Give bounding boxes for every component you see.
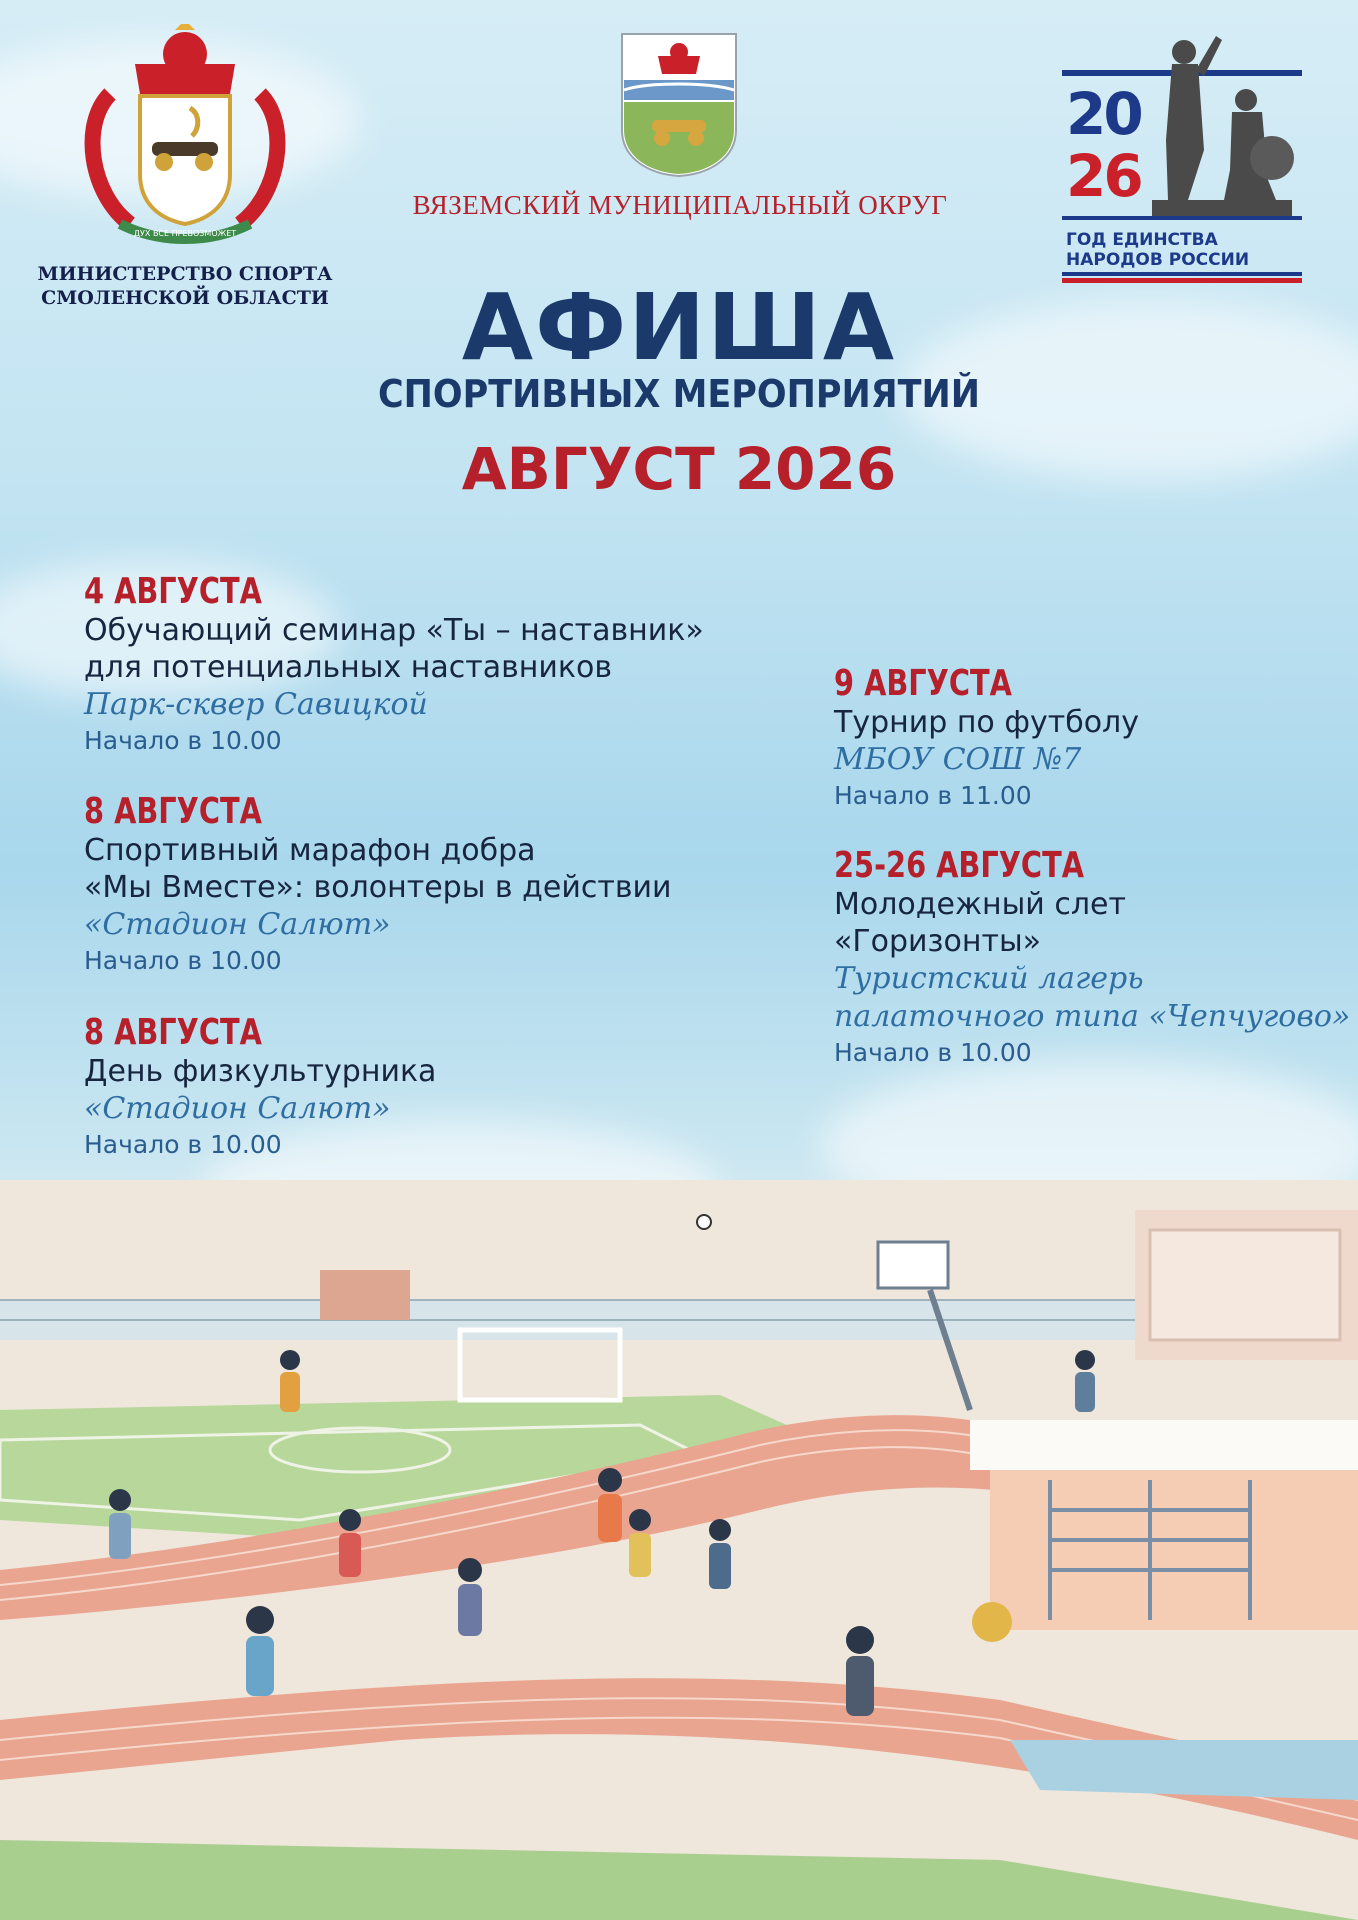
vyazma-coat-of-arms-icon — [618, 30, 740, 178]
logo-motto-line2: НАРОДОВ РОССИИ — [1066, 250, 1250, 270]
logo-stripe-blue-2 — [1062, 216, 1302, 220]
event-place: Туристский лагерь — [834, 961, 1144, 996]
event-place-line2: палаточного типа «Чепчугово» — [834, 999, 1351, 1034]
event-start-time: Начало в 10.00 — [834, 1038, 1032, 1067]
event-card — [84, 1013, 436, 1162]
logo-motto — [1066, 230, 1249, 270]
event-name-line2: «Мы Вместе»: волонтеры в действии — [84, 870, 672, 905]
poster-month: АВГУСТ 2026 — [461, 435, 897, 503]
event-card — [84, 792, 672, 978]
sports-ground-illustration — [0, 1180, 1358, 1920]
poster-subtitle: СПОРТИВНЫХ МЕРОПРИЯТИЙ — [377, 372, 981, 416]
event-place: МБОУ СОШ №7 — [834, 742, 1082, 777]
event-place: «Стадион Салют» — [84, 907, 391, 942]
event-name-line2: для потенциальных наставников — [84, 650, 613, 685]
event-name: Молодежный слет — [834, 887, 1126, 922]
poster-title: АФИША — [461, 274, 897, 381]
event-date: 9 АВГУСТА — [834, 663, 1012, 704]
event-name: Турнир по футболу — [834, 705, 1139, 740]
event-date: 8 АВГУСТА — [84, 791, 262, 832]
event-card — [834, 846, 1350, 1070]
coat-ribbon-text: ДУХ ВСЕ ПРЕВОЗМОЖЕТ — [133, 229, 237, 238]
event-card — [834, 664, 1139, 813]
logo-year-top: 20 — [1066, 80, 1141, 148]
event-date: 25-26 АВГУСТА — [834, 845, 1085, 886]
event-start-time: Начало в 10.00 — [84, 946, 282, 975]
year-of-unity-logo — [1062, 30, 1342, 290]
logo-stripe-blue-3 — [1062, 272, 1302, 276]
event-place: «Стадион Салют» — [84, 1091, 391, 1126]
event-name: Обучающий семинар «Ты – наставник» — [84, 613, 704, 648]
event-card — [84, 572, 704, 758]
smolensk-coat-of-arms-icon — [80, 24, 290, 254]
logo-year-bottom: 26 — [1066, 142, 1141, 210]
event-date: 4 АВГУСТА — [84, 571, 262, 612]
logo-motto-line1: ГОД ЕДИНСТВА — [1066, 230, 1218, 250]
event-name-line2: «Горизонты» — [834, 924, 1041, 959]
event-name: День физкультурника — [84, 1054, 437, 1089]
ministry-line2: СМОЛЕНСКОЙ ОБЛАСТИ — [41, 287, 329, 309]
ministry-line1: МИНИСТЕРСТВО СПОРТА — [37, 263, 333, 285]
district-name: ВЯЗЕМСКИЙ МУНИЦИПАЛЬНЫЙ ОКРУГ — [412, 190, 948, 220]
event-start-time: Начало в 10.00 — [84, 1130, 282, 1159]
event-date: 8 АВГУСТА — [84, 1012, 262, 1053]
event-place: Парк-сквер Савицкой — [84, 687, 428, 722]
event-start-time: Начало в 10.00 — [84, 726, 282, 755]
event-name: Спортивный марафон добра — [84, 833, 536, 868]
monument-icon — [1142, 30, 1302, 220]
event-start-time: Начало в 11.00 — [834, 781, 1032, 810]
